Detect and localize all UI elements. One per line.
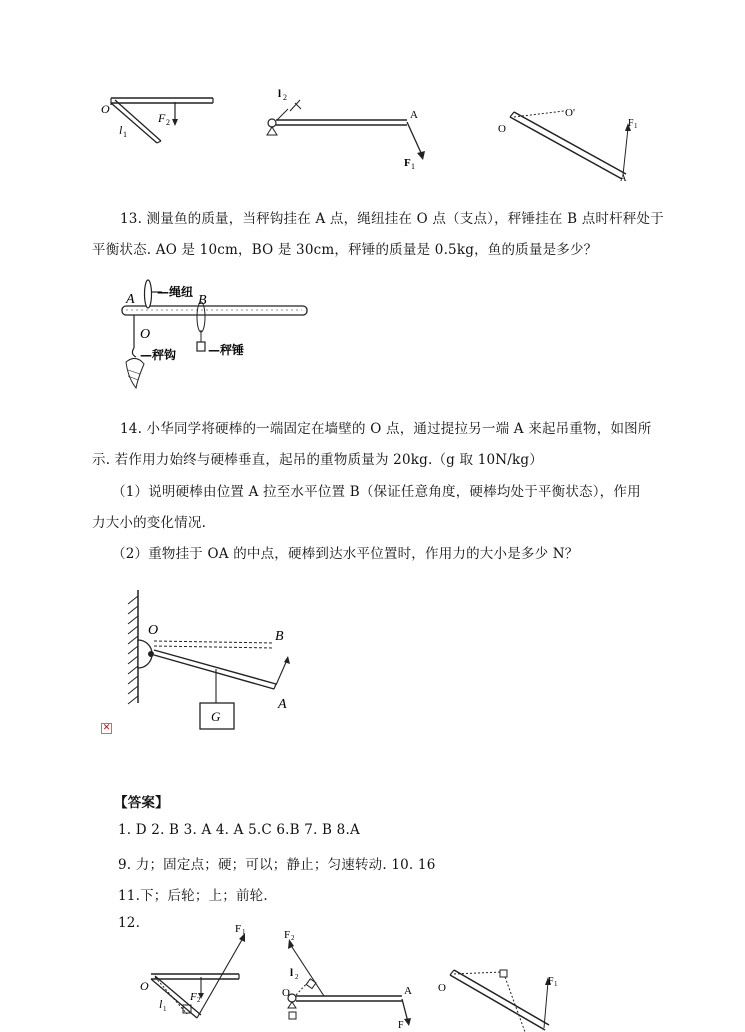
- ans-fig3-f-label: F: [548, 976, 554, 987]
- ans-fig2-l-label: l: [290, 967, 294, 979]
- fig2-f-label: F: [404, 157, 411, 169]
- q13-line-1: 13. 测量鱼的质量，当秤钩挂在 A 点，绳纽挂在 O 点（支点），秤锤挂在 B 点时杆秤处于: [120, 211, 664, 227]
- ans-fig2-f1-label: F: [398, 1020, 404, 1031]
- fig2-l-sub: 2: [283, 93, 287, 102]
- fig3-f-label: F: [628, 118, 634, 129]
- fig3-o-label: O: [498, 123, 506, 135]
- q13-rope-label: —绳纽: [157, 285, 194, 299]
- fig2-l-label: l: [278, 88, 282, 100]
- fig1-l-sub: 1: [123, 130, 127, 139]
- answer-figure-2: [280, 922, 420, 1031]
- top-figure-3: [492, 95, 652, 190]
- top-figure-1: [95, 85, 225, 155]
- q13-a-label: A: [126, 292, 135, 307]
- fig2-f-sub: 1: [411, 162, 415, 171]
- ans-fig2-o-label: O: [282, 987, 290, 999]
- ans-fig2-a-label: A: [404, 985, 412, 997]
- ans-fig1-l-sub: 1: [163, 1005, 167, 1013]
- q14-line-4: 力大小的变化情况.: [92, 515, 207, 531]
- ans-fig1-l-label: l: [159, 997, 163, 1011]
- broken-image-icon: ✕: [102, 723, 111, 733]
- q13-hook-label: —秤钩: [140, 348, 177, 362]
- answer-figure-3: [430, 960, 570, 1032]
- ans-fig3-f-sub: 1: [554, 980, 558, 988]
- ans-fig2-f2-label: F: [284, 929, 291, 941]
- q14-b-label: B: [275, 629, 284, 644]
- fig1-f-label: F: [158, 111, 166, 125]
- fig3-a-label: A: [620, 173, 627, 183]
- q13-steelyard-figure: [112, 272, 312, 402]
- answer-figure-1: [135, 922, 255, 1028]
- answers-header: 【答案】: [114, 795, 169, 811]
- fig1-o-label: O: [101, 102, 110, 116]
- q14-line-1: 14. 小华同学将硬棒的一端固定在墙壁的 O 点，通过提拉另一端 A 来起吊重物，如图所: [120, 421, 652, 437]
- q14-line-2: 示. 若作用力始终与硬棒垂直，起吊的重物质量为 20kg.（g 取 10N/kg）: [92, 452, 543, 468]
- answers-line-2: 9. 力；固定点；硬；可以；静止；匀速转动. 10. 16: [118, 857, 436, 873]
- ans-fig1-f1-sub: 1: [242, 928, 246, 936]
- answers-line-3: 11.下；后轮；上；前轮.: [118, 888, 268, 904]
- q13-b-label: B: [198, 293, 207, 308]
- q14-g-label: G: [211, 709, 221, 724]
- fig3-o2-label: O': [565, 107, 575, 119]
- q13-line-2: 平衡状态. AO 是 10cm，BO 是 30cm，秤锤的质量是 0.5kg，鱼的质量是多少？: [92, 242, 598, 258]
- ans-fig2-l-sub: 2: [295, 973, 299, 981]
- q14-lever-figure: [124, 588, 304, 733]
- ans-fig2-f2-sub: 2: [291, 934, 295, 942]
- top-figure-2: [262, 85, 437, 175]
- ans-fig1-f1-label: F: [235, 923, 242, 935]
- answers-line-4: 12.: [118, 915, 141, 931]
- q13-o-label: O: [140, 327, 151, 342]
- ans-fig1-f2-label: F: [190, 991, 197, 1003]
- q14-line-5: （2）重物挂于 OA 的中点，硬棒到达水平位置时，作用力的大小是多少 N？: [112, 546, 579, 562]
- fig1-f-sub: 2: [166, 118, 170, 127]
- ans-fig1-f2-sub: 2: [197, 996, 201, 1004]
- fig3-f-sub: 1: [634, 122, 638, 130]
- fig2-a-label: A: [410, 109, 418, 121]
- answers-line-1: 1. D 2. B 3. A 4. A 5.C 6.B 7. B 8.A: [118, 822, 360, 838]
- fig1-l-label: l: [119, 123, 123, 137]
- q14-a-label: A: [278, 697, 287, 712]
- q13-weight-label: —秤锤: [208, 343, 245, 357]
- q14-line-3: （1）说明硬棒由位置 A 拉至水平位置 B（保证任意角度，硬棒均处于平衡状态），作用: [112, 484, 641, 500]
- ans-fig1-o-label: O: [140, 979, 149, 993]
- q14-o-label: O: [148, 623, 159, 638]
- ans-fig3-o-label: O: [438, 982, 446, 994]
